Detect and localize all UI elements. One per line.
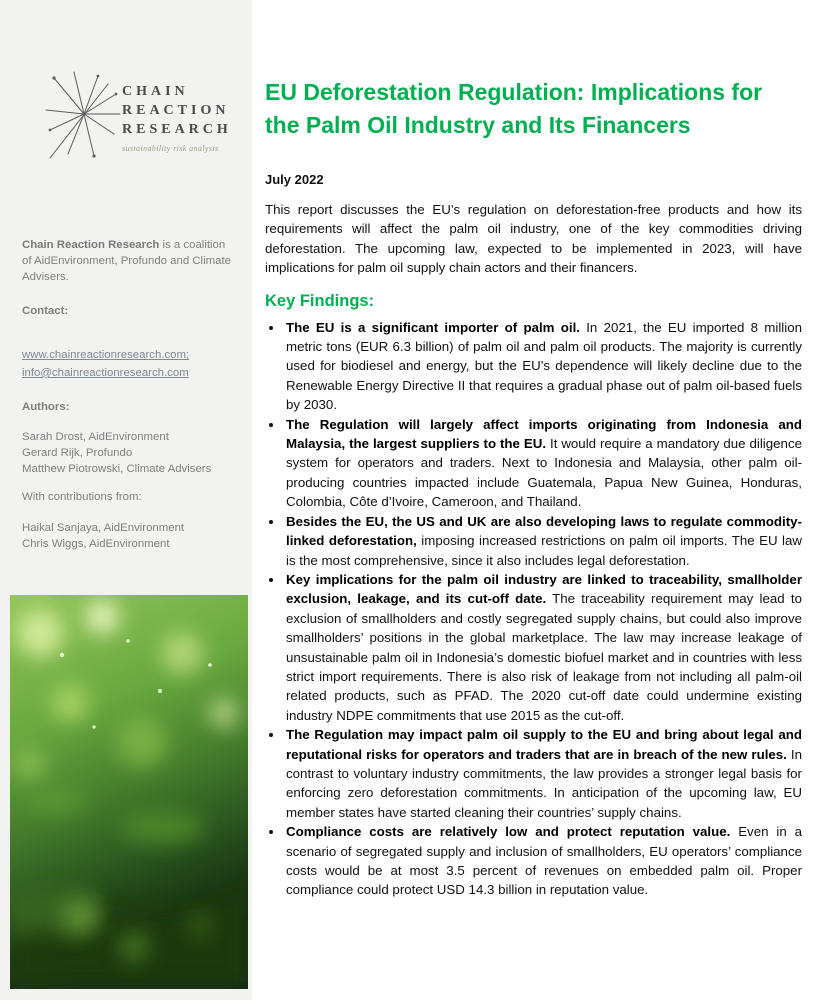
key-finding-item	[284, 822, 802, 900]
main-content	[265, 0, 802, 900]
contributor-item: Chris Wiggs, AidEnvironment	[22, 538, 170, 550]
key-finding-lead: The Regulation will largely affect imports originating from Indonesia and Malaysia, the largest suppliers to the EU.	[286, 416, 802, 452]
author-item: Gerard Rijk, Profundo	[22, 447, 133, 459]
about-text-bold: Chain Reaction Research	[22, 239, 160, 251]
logo-tagline: sustainability risk analysis	[122, 144, 219, 153]
author-item: Sarah Drost, AidEnvironment	[22, 431, 169, 443]
key-finding-item	[284, 725, 802, 822]
key-finding-text: In contrast to voluntary industry commitments, the law provides a stronger legal basis for enforcing zero deforestation commitments. In anticipation of the upcoming law, EU member states have started cleaning their countries’ supply chains.	[286, 746, 802, 820]
key-finding-lead: Compliance costs are relatively low and protect reputation value.	[286, 824, 731, 840]
key-finding-item	[284, 318, 802, 415]
website-link[interactable]: www.chainreactionresearch.com;	[22, 349, 190, 361]
key-finding-item	[284, 512, 802, 570]
key-finding-lead: The EU is a significant importer of palm oil.	[286, 319, 580, 335]
chain-reaction-research-logo	[44, 66, 249, 164]
key-finding-text: It would require a mandatory due diligence system for operators and traders. Next to Indonesia and Malaysia, other palm oil-producing countries impacted include Guatemala, Papua New Guinea, Honduras, Colombia, Côte d’Ivoire, Cameroon, and Thailand.	[286, 436, 802, 510]
contact-links	[22, 347, 189, 383]
contributions-label: With contributions from:	[22, 491, 142, 503]
key-finding-lead: Besides the EU, the US and UK are also developing laws to regulate commodity-linked deforestation,	[286, 513, 802, 549]
key-findings-heading: Key Findings:	[265, 291, 375, 310]
contributors-list	[22, 520, 237, 552]
key-finding-item	[284, 570, 802, 725]
page-title: EU Deforestation Regulation: Implications for the Palm Oil Industry and Its Financers	[265, 79, 763, 138]
author-item: Matthew Piotrowski, Climate Advisers	[22, 463, 212, 475]
starburst-logo-icon	[44, 66, 122, 164]
forest-photo	[10, 595, 248, 989]
key-finding-text: The traceability requirement may lead to exclusion of smallholders and costly segregated supply chains, but could also improve smallholders’ positions in the global marketplace. The law may increase leakage of unsustainable palm oil in Indonesia’s domestic biofuel market and in countries with less strict import requirements. There is also risk of leakage from not including all palm-oil related products, such as PFAD. The 2020 cut-off date could undermine existing industry NDPE commitments that use 2015 as the cut-off.	[286, 591, 802, 723]
contact-label: Contact:	[22, 305, 69, 317]
key-finding-item	[284, 415, 802, 512]
report-date: July 2022	[265, 172, 324, 187]
authors-label: Authors:	[22, 401, 70, 413]
email-link[interactable]: info@chainreactionresearch.com	[22, 367, 189, 379]
logo-text	[122, 66, 232, 153]
logo-word-chain: CHAIN	[122, 84, 189, 99]
about-text	[22, 237, 234, 285]
logo-word-reaction: REACTION	[122, 103, 230, 118]
key-findings-list	[265, 318, 802, 900]
authors-list	[22, 429, 237, 477]
key-finding-text: In 2021, the EU imported 8 million metric tons (EUR 6.3 billion) of palm oil and palm oil products. The majority is currently used for biodiesel and energy, but the EU’s dependence will likely decline due to the Renewable Energy Directive II that requires a gradual phase out of palm oil-based fuels by 2030.	[286, 319, 802, 413]
contributor-item: Haikal Sanjaya, AidEnvironment	[22, 522, 185, 534]
logo-word-research: RESEARCH	[122, 122, 232, 137]
key-finding-lead: The Regulation may impact palm oil supply to the EU and bring about legal and reputational risks for operators and traders that are in breach of the new rules.	[286, 727, 802, 762]
sidebar	[0, 0, 252, 1000]
key-finding-lead: Key implications for the palm oil industry are linked to traceability, smallholder exclusion, leakage, and its cut-off date.	[286, 571, 802, 607]
key-finding-text: imposing increased restrictions on palm oil imports. The EU law is the most comprehensive, since it also includes legal deforestation.	[286, 533, 803, 568]
intro-paragraph: This report discusses the EU’s regulation on deforestation-free products and how its requirements will affect the palm oil industry, one of the key commodities driving deforestation. The upcoming law, expected to be implemented in 2023, will have implications for palm oil supply chain actors and their financers.	[265, 202, 802, 276]
key-finding-text: Even in a scenario of segregated supply and inclusion of smallholders, EU operators’ compliance costs would be at most 3.5 percent of revenues on embedded palm oil. Proper compliance could protect USD 14.3 billion in reputation value.	[286, 824, 802, 898]
about-text-rest: is a coalition of AidEnvironment, Profundo and Climate Advisers.	[22, 239, 231, 283]
